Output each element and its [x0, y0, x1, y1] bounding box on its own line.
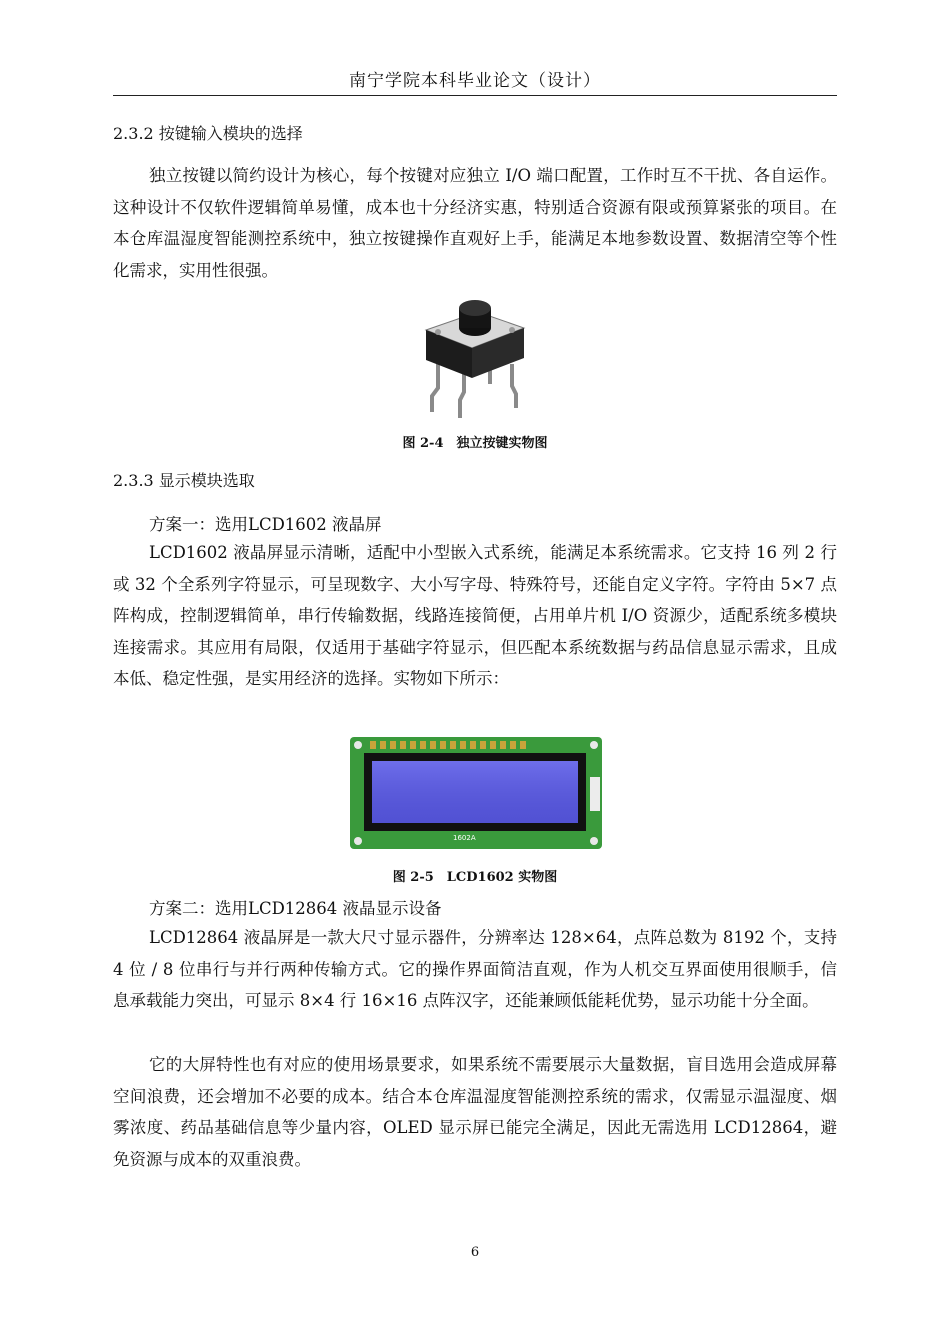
running-header: 南宁学院本科毕业论文（设计）: [349, 71, 601, 91]
header-rule: [113, 95, 837, 96]
paragraph-independent-keys: 独立按键以简约设计为核心，每个按键对应独立 I/O 端口配置，工作时互不干扰、各自运作。这种设计不仅软件逻辑简单易懂，成本也十分经济实惠，特别适合资源有限或预算紧张的项目。在本仓库温湿度智能测控系统中，独立按键操作直观好上手，能满足本地参数设置、数据清空等个性化需求，实用性很强。: [113, 166, 837, 280]
paragraph-lcd12864-limitations: 它的大屏特性也有对应的使用场景要求，如果系统不需要展示大量数据，盲目选用会造成屏幕空间浪费，还会增加不必要的成本。结合本仓库温湿度智能测控系统的需求，仅需显示温湿度、烟雾浓度、药品基础信息等少量内容，OLED 显示屏已能完全满足，因此无需选用 LCD12864，避免资源与成本的双重浪费。: [113, 1055, 837, 1169]
figure-caption-2-4: 图 2-4 独立按键实物图: [402, 436, 548, 451]
tactile-button-image: [420, 292, 530, 422]
lcd1602-image: [350, 737, 602, 849]
plan-two-title: 方案二：选用LCD12864 液晶显示设备: [149, 899, 442, 918]
section-heading-2-3-2: 2.3.2 按键输入模块的选择: [113, 124, 303, 143]
page-number: 6: [470, 1245, 480, 1260]
paragraph-lcd12864: LCD12864 液晶屏是一款大尺寸显示器件，分辨率达 128×64，点阵总数为 8192 个，支持 4 位 / 8 位串行与并行两种传输方式。它的操作界面简洁直观，作为人机交互界面使用很顺手，信息承载能力突出，可显示 8×4 行 16×16 点阵汉字，还能兼顾低能耗优势，显示功能十分全面。: [113, 928, 837, 1010]
figure-caption-2-5: 图 2-5 LCD1602 实物图: [392, 870, 558, 885]
lcd-model-label: 1602A: [453, 834, 476, 842]
plan-one-title: 方案一：选用LCD1602 液晶屏: [149, 515, 382, 534]
section-heading-2-3-3: 2.3.3 显示模块选取: [113, 471, 255, 490]
paragraph-lcd1602: LCD1602 液晶屏显示清晰，适配中小型嵌入式系统，能满足本系统需求。它支持 16 列 2 行或 32 个全系列字符显示，可呈现数字、大小写字母、特殊符号，还能自定义字符。字符由 5×7 点阵构成，控制逻辑简单，串行传输数据，线路连接简便，占用单片机 I/O 资源少，适配系统多模块连接需求。其应用有局限，仅适用于基础字符显示，但匹配本系统数据与药品信息显示需求，且成本低、稳定性强，是实用经济的选择。实物如下所示：: [113, 543, 837, 688]
